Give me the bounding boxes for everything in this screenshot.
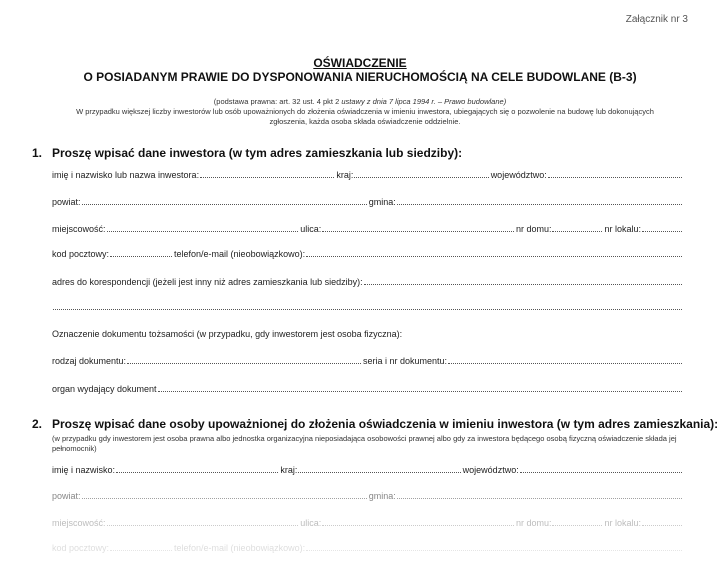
section2-title: Proszę wpisać dane osoby upoważnionej do złożenia oświadczenia w imieniu inwestora (w tym adres zamieszkania): — [52, 417, 719, 431]
s1-country-label: kraj: — [336, 170, 354, 180]
legal-basis-act: ustawy z dnia 7 lipca 1994 r. – Prawo budowlane) — [341, 97, 507, 106]
s2-flatno-label: nr lokalu: — [604, 518, 641, 528]
s1-doctype-label: rodzaj dokumentu: — [52, 356, 127, 366]
s2-flatno-field[interactable] — [642, 516, 682, 526]
s1-row-name — [52, 166, 684, 180]
s2-row-locality — [52, 514, 684, 528]
s1-row-doc — [52, 352, 684, 366]
s2-street-label: ulica: — [300, 518, 322, 528]
s1-corr-label: adres do korespondencji (jeżeli jest inny niż adres zamieszkania lub siedziby): — [52, 277, 363, 287]
s2-voivodeship-field[interactable] — [520, 463, 682, 473]
s1-id-heading: Oznaczenie dokumentu tożsamości (w przypadku, gdy inwestorem jest osoba fizyczna): — [52, 329, 403, 339]
s1-row-issuer — [52, 380, 684, 394]
instruction-note: W przypadku większej liczby inwestorów lub osób upoważnionych do złożenia oświadczenia w imieniu inwestora, ubiegających się o pozwolenie na budowę lub dokonujących zgłoszenia, każda osoba składa oświadczenie oddzielnie. — [76, 107, 654, 126]
s1-county-field[interactable] — [82, 195, 367, 205]
s1-doctype-field[interactable] — [127, 354, 361, 364]
s2-row-postcode — [52, 539, 684, 553]
s1-name-label: imię i nazwisko lub nazwa inwestora: — [52, 170, 200, 180]
s1-row-locality — [52, 220, 684, 234]
s1-houseno-label: nr domu: — [515, 224, 552, 234]
s1-phone-field[interactable] — [306, 247, 682, 257]
title-main: OŚWIADCZENIE — [313, 56, 407, 70]
s1-postcode-label: kod pocztowy: — [52, 249, 110, 259]
section2-number: 2. — [32, 417, 43, 431]
s1-phone-label: telefon/e-mail (nieobowiązkowo): — [174, 249, 306, 259]
section2-subtitle: (w przypadku gdy inwestorem jest osoba prawna albo jednostka organizacyjna nieposiadająca osobowości prawnej albo gdy za inwestora będącego osobą fizyczną oświadczenie składa jej pełnomocnik) — [52, 434, 677, 453]
s1-voivodeship-field[interactable] — [548, 168, 682, 178]
s2-county-field[interactable] — [82, 489, 367, 499]
s2-street-field[interactable] — [322, 516, 514, 526]
legal-basis — [0, 97, 720, 107]
s1-flatno-label: nr lokalu: — [604, 224, 641, 234]
s2-name-field[interactable] — [116, 463, 278, 473]
s2-phone-label: telefon/e-mail (nieobowiązkowo): — [174, 543, 306, 553]
s2-name-label: imię i nazwisko: — [52, 465, 116, 475]
s1-street-field[interactable] — [322, 222, 514, 232]
s1-name-field[interactable] — [200, 168, 334, 178]
title-subtitle: O POSIADANYM PRAWIE DO DYSPONOWANIA NIERUCHOMOŚCIĄ NA CELE BUDOWLANE (B-3) — [83, 70, 637, 84]
s2-country-field[interactable] — [298, 463, 460, 473]
s2-houseno-label: nr domu: — [515, 518, 552, 528]
s1-row-postcode — [52, 245, 684, 259]
section1-number: 1. — [32, 146, 43, 160]
s1-row-corr — [52, 273, 684, 287]
s1-row-id-heading — [52, 325, 684, 339]
s1-corr-field[interactable] — [364, 275, 682, 285]
s2-phone-field[interactable] — [306, 541, 682, 551]
s1-row-corr-cont — [52, 298, 684, 312]
s1-county-label: powiat: — [52, 197, 81, 207]
s1-voivodeship-label: województwo: — [490, 170, 547, 180]
s2-county-label: powiat: — [52, 491, 81, 501]
s2-locality-field[interactable] — [107, 516, 299, 526]
s1-flatno-field[interactable] — [642, 222, 682, 232]
s2-row-county — [52, 487, 684, 501]
s1-locality-label: miejscowość: — [52, 224, 106, 234]
s2-voivodeship-label: województwo: — [462, 465, 519, 475]
s1-issuer-label: organ wydający dokument — [52, 384, 157, 394]
s2-postcode-field[interactable] — [110, 541, 172, 551]
annex-label: Załącznik nr 3 — [625, 14, 688, 25]
s2-commune-label: gmina: — [368, 491, 396, 501]
s1-commune-field[interactable] — [397, 195, 682, 205]
s2-row-name — [52, 461, 684, 475]
s1-houseno-field[interactable] — [552, 222, 602, 232]
s1-row-county — [52, 193, 684, 207]
s1-corr-field-cont[interactable] — [53, 300, 682, 310]
s1-issuer-field[interactable] — [158, 382, 682, 392]
s1-commune-label: gmina: — [368, 197, 396, 207]
s2-country-label: kraj: — [280, 465, 298, 475]
s1-country-field[interactable] — [354, 168, 488, 178]
s2-houseno-field[interactable] — [552, 516, 602, 526]
s1-locality-field[interactable] — [107, 222, 299, 232]
s1-docseries-label: seria i nr dokumentu: — [363, 356, 448, 366]
s1-postcode-field[interactable] — [110, 247, 172, 257]
s2-locality-label: miejscowość: — [52, 518, 106, 528]
legal-basis-prefix: (podstawa prawna: art. 32 ust. 4 pkt 2 — [213, 97, 340, 106]
section1-title: Proszę wpisać dane inwestora (w tym adres zamieszkania lub siedziby): — [52, 146, 463, 160]
s1-docseries-field[interactable] — [448, 354, 682, 364]
s1-street-label: ulica: — [300, 224, 322, 234]
s2-postcode-label: kod pocztowy: — [52, 543, 110, 553]
form-title — [0, 56, 720, 84]
s2-commune-field[interactable] — [397, 489, 682, 499]
